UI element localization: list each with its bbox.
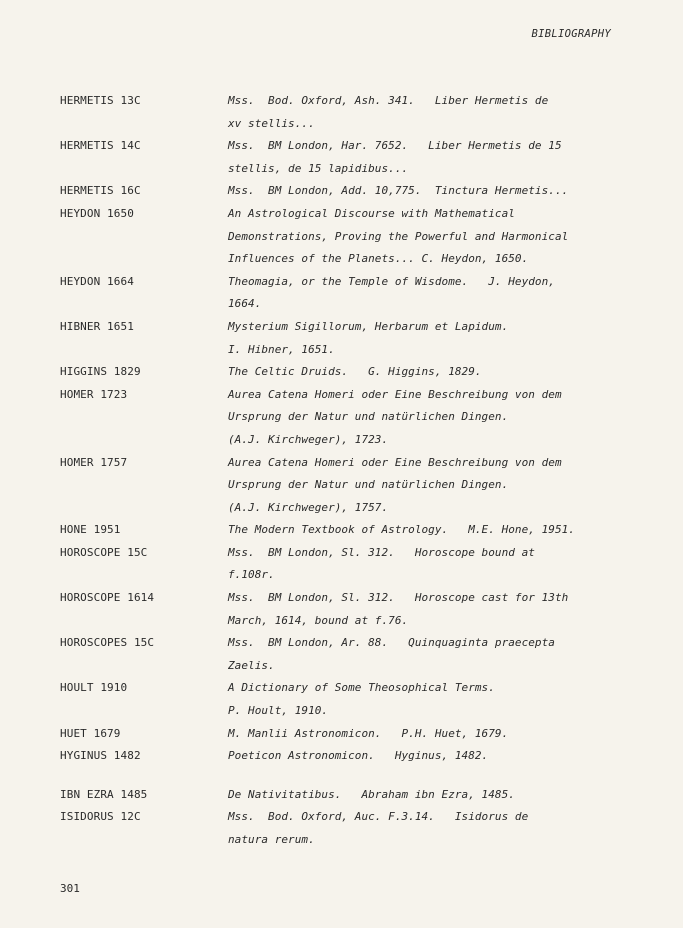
entry-line: Mss. BM London, Ar. 88. Quinquaginta praecepta — [228, 636, 555, 650]
entry-line: Theomagia, or the Temple of Wisdome. J. Heydon, — [228, 274, 555, 288]
entry-line: March, 1614, bound at f.76. — [228, 613, 409, 627]
entry-description — [228, 316, 640, 361]
entry-line: Zaelis. — [228, 658, 275, 672]
entry-line: Mss. BM London, Sl. 312. Horoscope cast for 13th — [228, 591, 569, 605]
entry-key: HOROSCOPE 1614 — [60, 591, 155, 605]
entry-line: Ursprung der Natur und natürlichen Dingen. — [228, 478, 509, 492]
bibliography-entry — [60, 135, 640, 180]
bibliography-entry — [60, 316, 640, 361]
bibliography-entry — [60, 784, 640, 807]
entry-line: The Modern Textbook of Astrology. M.E. Hone, 1951. — [228, 523, 575, 537]
entry-line: xv stellis... — [228, 116, 315, 130]
entry-line: Mysterium Sigillorum, Herbarum et Lapidum. — [228, 319, 509, 333]
entry-line: I. Hibner, 1651. — [228, 342, 335, 356]
entry-description — [228, 587, 640, 632]
entry-line: Aurea Catena Homeri oder Eine Beschreibung von dem — [228, 387, 562, 401]
entry-description — [228, 784, 640, 807]
bibliography-entry — [60, 632, 640, 677]
bibliography-entry — [60, 723, 640, 746]
entry-line: stellis, de 15 lapidibus... — [228, 161, 409, 175]
entry-line: Ursprung der Natur und natürlichen Dingen. — [228, 410, 509, 424]
entry-key: HERMETIS 13C — [60, 94, 141, 107]
entry-key: HOMER 1723 — [60, 387, 128, 401]
entry-description — [228, 452, 640, 520]
bibliography-entry — [60, 271, 640, 316]
entry-line: The Celtic Druids. G. Higgins, 1829. — [228, 365, 482, 379]
bibliography-entry — [60, 745, 640, 768]
entry-description — [228, 135, 640, 180]
entry-line: De Nativitatibus. Abraham ibn Ezra, 1485. — [228, 787, 515, 801]
entry-key: IBN EZRA 1485 — [60, 787, 148, 801]
bibliography-list — [60, 90, 640, 852]
running-header: BIBLIOGRAPHY — [531, 28, 611, 40]
entry-line: (A.J. Kirchweger), 1723. — [228, 432, 389, 446]
bibliography-entry — [60, 806, 640, 851]
bibliography-entry — [60, 519, 640, 542]
entry-line: Mss. BM London, Add. 10,775. Tinctura Hermetis... — [228, 184, 569, 198]
entry-line: P. Hoult, 1910. — [228, 704, 329, 718]
bibliography-entry — [60, 361, 640, 384]
entry-description — [228, 542, 640, 587]
entry-key: HUET 1679 — [60, 726, 121, 740]
entry-line: Poeticon Astronomicon. Hyginus, 1482. — [228, 749, 489, 763]
entry-key: HEYDON 1664 — [60, 274, 134, 288]
entry-description — [228, 677, 640, 722]
bibliography-entry — [60, 587, 640, 632]
entry-line: Mss. BM London, Har. 7652. Liber Hermetis de 15 — [228, 139, 562, 153]
entry-description — [228, 632, 640, 677]
bibliography-entry — [60, 384, 640, 452]
page-number: 301 — [60, 882, 80, 895]
bibliography-entry — [60, 203, 640, 271]
entry-line: A Dictionary of Some Theosophical Terms. — [228, 681, 495, 695]
entry-line: 1664. — [228, 297, 262, 311]
entry-line: Mss. BM London, Sl. 312. Horoscope bound at — [228, 545, 535, 559]
entry-description — [228, 723, 640, 746]
entry-line: natura rerum. — [228, 833, 315, 846]
entry-key: HOULT 1910 — [60, 681, 128, 695]
entry-key: HONE 1951 — [60, 523, 121, 537]
bibliography-entry — [60, 677, 640, 722]
entry-line: Demonstrations, Proving the Powerful and Harmonical — [228, 229, 569, 243]
entry-key: HIBNER 1651 — [60, 319, 134, 333]
entry-description — [228, 180, 640, 203]
entry-key: ISIDORUS 12C — [60, 810, 141, 824]
bibliography-entry — [60, 452, 640, 520]
entry-key: HOROSCOPES 15C — [60, 636, 155, 650]
bibliography-entry — [60, 180, 640, 203]
entry-description — [228, 90, 640, 135]
entry-line: An Astrological Discourse with Mathematical — [228, 206, 515, 220]
entry-key: HOROSCOPE 15C — [60, 545, 148, 559]
entry-key: HEYDON 1650 — [60, 206, 134, 220]
section-gap — [60, 768, 640, 784]
entry-description — [228, 745, 640, 768]
entry-description — [228, 806, 640, 851]
entry-description — [228, 203, 640, 271]
entry-key: HERMETIS 14C — [60, 139, 141, 153]
bibliography-entry — [60, 90, 640, 135]
entry-description — [228, 384, 640, 452]
entry-line: Mss. Bod. Oxford, Ash. 341. Liber Hermetis de — [228, 94, 549, 107]
entry-line: Influences of the Planets... C. Heydon, 1650. — [228, 252, 529, 266]
entry-key: HIGGINS 1829 — [60, 365, 141, 379]
entry-line: Aurea Catena Homeri oder Eine Beschreibung von dem — [228, 455, 562, 469]
entry-line: Mss. Bod. Oxford, Auc. F.3.14. Isidorus de — [228, 810, 529, 824]
bibliography-entry — [60, 542, 640, 587]
entry-description — [228, 361, 640, 384]
entry-key: HYGINUS 1482 — [60, 749, 141, 763]
entry-line: (A.J. Kirchweger), 1757. — [228, 500, 389, 514]
entry-description — [228, 271, 640, 316]
entry-line: M. Manlii Astronomicon. P.H. Huet, 1679. — [228, 726, 509, 740]
entry-key: HOMER 1757 — [60, 455, 128, 469]
entry-description — [228, 519, 640, 542]
entry-key: HERMETIS 16C — [60, 184, 141, 198]
entry-line: f.108r. — [228, 568, 275, 582]
